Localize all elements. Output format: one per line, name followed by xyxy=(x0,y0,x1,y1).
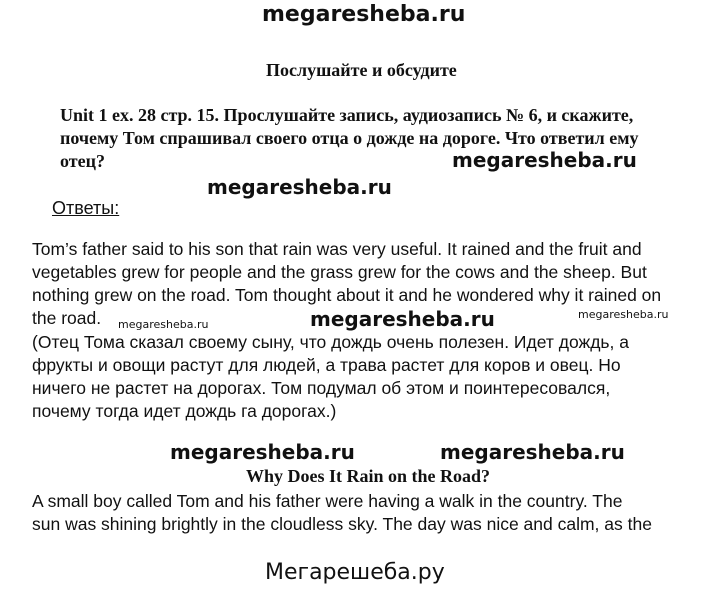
story-line-2: sun was shining brightly in the cloudless sky. The day was nice and calm, as the xyxy=(32,514,652,534)
watermark-task-right: megaresheba.ru xyxy=(452,148,637,172)
task-line-3: отец? xyxy=(60,151,105,171)
watermark-top: megaresheba.ru xyxy=(262,2,466,27)
watermark-inline-center: megaresheba.ru xyxy=(310,307,495,331)
answer-ru-line-3: ничего не растет на дорогах. Том подумал об этом и поинтересовался, xyxy=(32,378,611,398)
answer-ru-line-1: (Отец Тома сказал своему сыну, что дождь очень полезен. Идет дождь, а xyxy=(32,332,629,352)
watermark-inline-small-left: megaresheba.ru xyxy=(118,318,209,331)
story-line-1: A small boy called Tom and his father were having a walk in the country. The xyxy=(32,491,623,511)
footer-brand: Мегарешеба.ру xyxy=(265,560,445,585)
watermark-pair-left: megaresheba.ru xyxy=(170,440,355,464)
answer-en-line-4: the road. xyxy=(32,308,102,328)
story-title: Why Does It Rain on the Road? xyxy=(246,466,491,486)
answer-ru-line-2: фрукты и овощи растут для людей, а трава растет для коров и овец. Но xyxy=(32,355,621,375)
answers-label: Ответы: xyxy=(52,198,120,218)
watermark-pair-right: megaresheba.ru xyxy=(440,440,625,464)
task-line-1: Unit 1 ex. 28 стр. 15. Прослушайте запись, аудиозапись № 6, и скажите, xyxy=(60,105,634,125)
answer-en-line-2: vegetables grew for people and the grass grew for the cows and the sheep. But xyxy=(32,262,647,282)
watermark-above-answers: megaresheba.ru xyxy=(207,175,392,199)
answer-en-line-1: Tom’s father said to his son that rain was very useful. It rained and the fruit and xyxy=(32,239,642,259)
answer-en-line-3: nothing grew on the road. Tom thought about it and he wondered why it rained on xyxy=(32,285,662,305)
answer-ru-line-4: почему тогда идет дождь га дорогах.) xyxy=(32,401,337,421)
section-heading: Послушайте и обсудите xyxy=(266,60,457,80)
watermark-inline-small-right: megaresheba.ru xyxy=(578,308,669,321)
task-line-2: почему Том спрашивал своего отца о дожде на дороге. Что ответил ему xyxy=(60,128,639,148)
